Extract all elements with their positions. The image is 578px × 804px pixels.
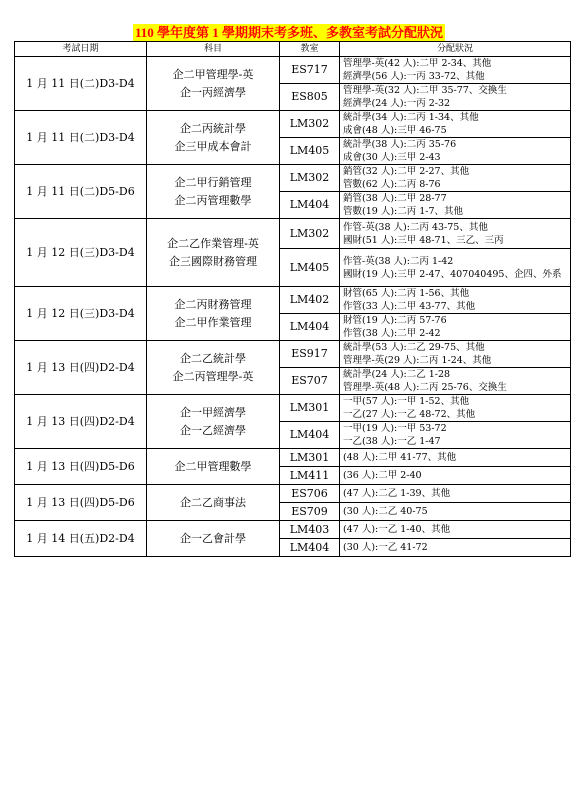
subject-name: 企二甲作業管理 bbox=[174, 315, 252, 329]
allocation-cell bbox=[340, 192, 571, 219]
allocation-line: (48 人):二甲 41-77、其他 bbox=[343, 452, 457, 463]
allocation-line: 管數(62 人):二丙 8-76 bbox=[343, 179, 441, 190]
subject-name: 企一甲經濟學 bbox=[180, 405, 246, 419]
allocation-cell bbox=[340, 341, 571, 368]
room-code: ES917 bbox=[280, 341, 340, 368]
allocation-cell bbox=[340, 138, 571, 165]
exam-date: 1 月 12 日(三)D3-D4 bbox=[15, 287, 147, 341]
allocation-line: 一甲(57 人):一甲 1-52、其他 bbox=[343, 396, 470, 407]
header-subject: 科目 bbox=[147, 42, 280, 57]
allocation-line: 管數(19 人):二丙 1-7、其他 bbox=[343, 206, 464, 217]
allocation-cell bbox=[340, 57, 571, 84]
room-code: LM404 bbox=[280, 422, 340, 449]
exam-subjects bbox=[147, 111, 280, 165]
exam-subjects bbox=[147, 485, 280, 521]
allocation-line: 管理學-英(29 人):二丙 1-24、其他 bbox=[343, 355, 492, 366]
exam-subjects bbox=[147, 287, 280, 341]
allocation-line: 銷管(32 人):二甲 2-27、其他 bbox=[343, 166, 470, 177]
exam-subjects bbox=[147, 395, 280, 449]
allocation-line: 財管(19 人):二丙 57-76 bbox=[343, 315, 447, 326]
allocation-cell bbox=[340, 84, 571, 111]
allocation-line: 管理學-英(42 人):二甲 2-34、其他 bbox=[343, 58, 492, 69]
allocation-line: 統計學(38 人):二丙 35-76 bbox=[343, 139, 457, 150]
page-title: 110 學年度第 1 學期期末考多班、多教室考試分配狀況 bbox=[134, 25, 444, 40]
room-code: ES706 bbox=[280, 485, 340, 503]
room-code: LM404 bbox=[280, 314, 340, 341]
room-code: LM301 bbox=[280, 395, 340, 422]
table-row bbox=[15, 395, 571, 422]
allocation-line: 作管(38 人):二甲 2-42 bbox=[343, 328, 441, 339]
allocation-line: 管理學-英(48 人):二丙 25-76、交換生 bbox=[343, 382, 507, 393]
table-row bbox=[15, 449, 571, 467]
allocation-line: 成會(30 人):三甲 2-43 bbox=[343, 152, 441, 163]
exam-date: 1 月 11 日(二)D3-D4 bbox=[15, 57, 147, 111]
allocation-cell bbox=[340, 249, 571, 287]
allocation-line: 作管-英(38 人):二丙 1-42 bbox=[343, 255, 454, 267]
allocation-line: 經濟學(24 人):一丙 2-32 bbox=[343, 98, 451, 109]
exam-date: 1 月 13 日(四)D2-D4 bbox=[15, 341, 147, 395]
allocation-cell bbox=[340, 287, 571, 314]
room-code: LM405 bbox=[280, 138, 340, 165]
allocation-cell bbox=[340, 111, 571, 138]
allocation-line: 國財(19 人):三甲 2-47、407040495、企四、外系 bbox=[343, 268, 562, 280]
exam-date: 1 月 13 日(四)D2-D4 bbox=[15, 395, 147, 449]
allocation-cell bbox=[340, 503, 571, 521]
allocation-cell bbox=[340, 485, 571, 503]
allocation-cell bbox=[340, 368, 571, 395]
subject-name: 企二甲行銷管理 bbox=[174, 175, 252, 189]
exam-date: 1 月 14 日(五)D2-D4 bbox=[15, 521, 147, 557]
allocation-cell bbox=[340, 539, 571, 557]
allocation-cell bbox=[340, 467, 571, 485]
exam-date: 1 月 13 日(四)D5-D6 bbox=[15, 485, 147, 521]
room-code: LM403 bbox=[280, 521, 340, 539]
allocation-table bbox=[14, 41, 571, 557]
allocation-line: 一乙(27 人):一乙 48-72、其他 bbox=[343, 409, 476, 420]
allocation-line: (30 人):一乙 41-72 bbox=[343, 542, 428, 553]
subject-name: 企二丙管理學-英 bbox=[172, 369, 254, 383]
allocation-line: 銷管(38 人):二甲 28-77 bbox=[343, 193, 447, 204]
exam-subjects bbox=[147, 449, 280, 485]
room-code: ES717 bbox=[280, 57, 340, 84]
header-room: 教室 bbox=[280, 42, 340, 57]
allocation-line: (36 人):二甲 2-40 bbox=[343, 470, 422, 481]
exam-subjects bbox=[147, 521, 280, 557]
subject-name: 企二丙財務管理 bbox=[174, 297, 252, 311]
subject-name: 企二乙統計學 bbox=[180, 351, 246, 365]
room-code: LM302 bbox=[280, 111, 340, 138]
allocation-line: 管理學-英(32 人):二甲 35-77、交換生 bbox=[343, 85, 507, 96]
allocation-line: (30 人):二乙 40-75 bbox=[343, 506, 428, 517]
subject-name: 企二丙統計學 bbox=[180, 121, 246, 135]
subject-name: 企三甲成本會計 bbox=[174, 139, 252, 153]
exam-subjects bbox=[147, 219, 280, 287]
room-code: ES805 bbox=[280, 84, 340, 111]
exam-date: 1 月 12 日(三)D3-D4 bbox=[15, 219, 147, 287]
header-date: 考試日期 bbox=[15, 42, 147, 57]
table-row bbox=[15, 219, 571, 249]
allocation-cell bbox=[340, 395, 571, 422]
room-code: LM404 bbox=[280, 192, 340, 219]
exam-date: 1 月 13 日(四)D5-D6 bbox=[15, 449, 147, 485]
table-header-row bbox=[15, 42, 571, 57]
allocation-line: 作管(33 人):二甲 43-77、其他 bbox=[343, 301, 476, 312]
room-code: LM404 bbox=[280, 539, 340, 557]
allocation-cell bbox=[340, 314, 571, 341]
exam-date: 1 月 11 日(二)D5-D6 bbox=[15, 165, 147, 219]
subject-name: 企一丙經濟學 bbox=[180, 85, 246, 99]
room-code: LM302 bbox=[280, 165, 340, 192]
table-row bbox=[15, 287, 571, 314]
allocation-cell bbox=[340, 165, 571, 192]
room-code: ES707 bbox=[280, 368, 340, 395]
allocation-line: (47 人):一乙 1-40、其他 bbox=[343, 524, 451, 535]
room-code: LM405 bbox=[280, 249, 340, 287]
allocation-line: 財管(65 人):二丙 1-56、其他 bbox=[343, 288, 470, 299]
allocation-line: 成會(48 人):三甲 46-75 bbox=[343, 125, 447, 136]
title-wrapper bbox=[0, 22, 578, 41]
table-row bbox=[15, 111, 571, 138]
room-code: LM301 bbox=[280, 449, 340, 467]
table-row bbox=[15, 341, 571, 368]
allocation-line: 一乙(38 人):一乙 1-47 bbox=[343, 436, 441, 447]
table-row bbox=[15, 165, 571, 192]
table-row bbox=[15, 485, 571, 503]
subject-name: 企二甲管理數學 bbox=[174, 459, 252, 473]
exam-subjects bbox=[147, 165, 280, 219]
exam-subjects bbox=[147, 57, 280, 111]
allocation-line: 統計學(53 人):二乙 29-75、其他 bbox=[343, 342, 485, 353]
header-allocation: 分配狀況 bbox=[340, 42, 571, 57]
allocation-line: 國財(51 人):三甲 48-71、三乙、三丙 bbox=[343, 234, 504, 246]
room-code: LM402 bbox=[280, 287, 340, 314]
room-code: LM411 bbox=[280, 467, 340, 485]
table-row bbox=[15, 57, 571, 84]
allocation-line: (47 人):二乙 1-39、其他 bbox=[343, 488, 451, 499]
subject-name: 企二甲管理學-英 bbox=[172, 67, 254, 81]
subject-name: 企二乙商事法 bbox=[180, 495, 246, 509]
allocation-cell bbox=[340, 422, 571, 449]
allocation-line: 作管-英(38 人):二丙 43-75、其他 bbox=[343, 221, 488, 233]
allocation-cell bbox=[340, 521, 571, 539]
allocation-line: 統計學(34 人):二丙 1-34、其他 bbox=[343, 112, 479, 123]
exam-subjects bbox=[147, 341, 280, 395]
subject-name: 企一乙會計學 bbox=[180, 531, 246, 545]
subject-name: 企一乙經濟學 bbox=[180, 423, 246, 437]
subject-name: 企二乙作業管理-英 bbox=[167, 236, 259, 250]
allocation-cell bbox=[340, 449, 571, 467]
allocation-line: 經濟學(56 人):一丙 33-72、其他 bbox=[343, 71, 485, 82]
allocation-line: 一甲(19 人):一甲 53-72 bbox=[343, 423, 447, 434]
table-row bbox=[15, 521, 571, 539]
room-code: LM302 bbox=[280, 219, 340, 249]
allocation-line: 統計學(24 人):二乙 1-28 bbox=[343, 369, 451, 380]
exam-date: 1 月 11 日(二)D3-D4 bbox=[15, 111, 147, 165]
subject-name: 企三國際財務管理 bbox=[169, 254, 257, 268]
subject-name: 企二丙管理數學 bbox=[174, 193, 252, 207]
room-code: ES709 bbox=[280, 503, 340, 521]
allocation-cell bbox=[340, 219, 571, 249]
